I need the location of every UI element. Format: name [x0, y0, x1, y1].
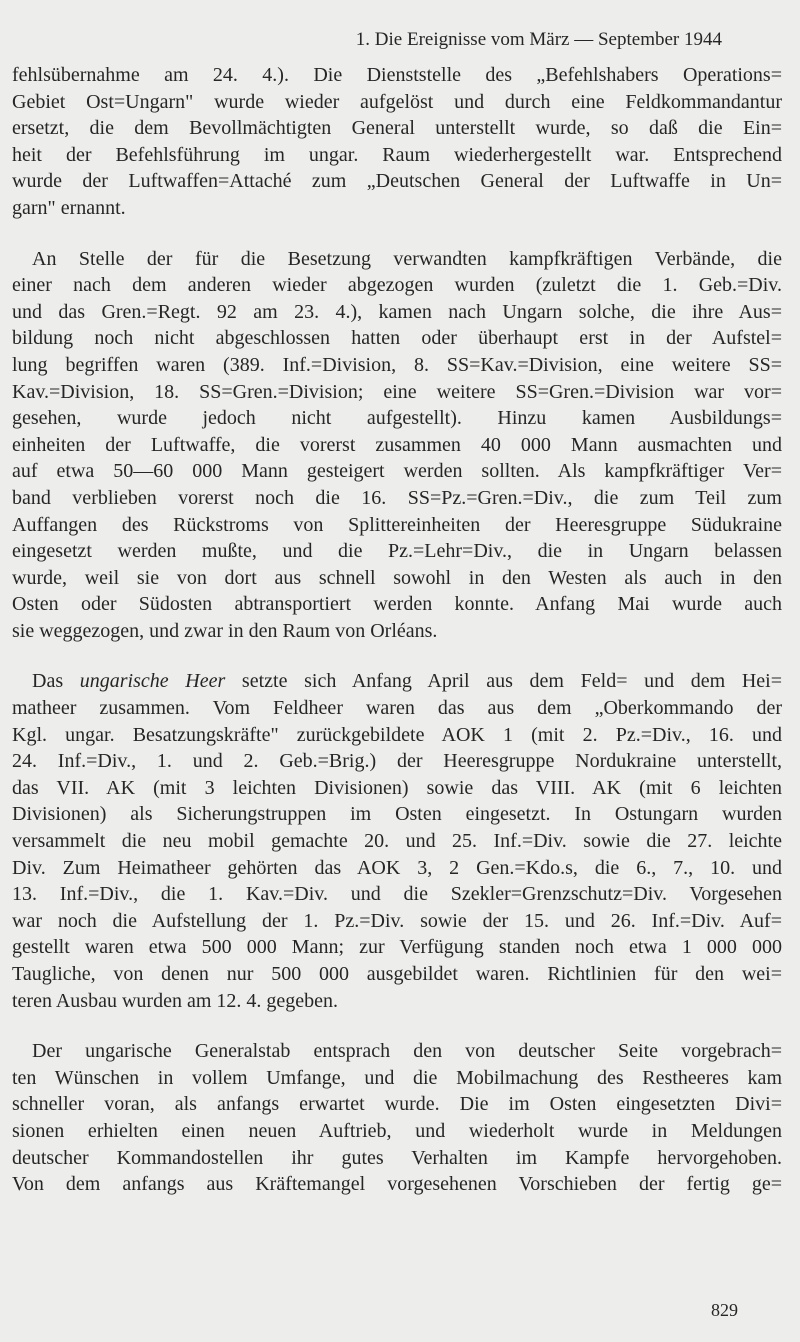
text-line: teren Ausbau wurden am 12. 4. gegeben. — [12, 989, 339, 1012]
text-line: gestellt waren etwa 500 000 Mann; zur Verfügung standen noch etwa 1 000 000 — [12, 936, 782, 959]
text-line: auf etwa 50—60 000 Mann gesteigert werden sollten. Als kampfkräftiger Ver= — [12, 460, 782, 483]
text-line: war noch die Aufstellung der 1. Pz.=Div. sowie der 15. und 26. Inf.=Div. Auf= — [12, 909, 782, 932]
text-line: Kav.=Division, 18. SS=Gren.=Division; eine weitere SS=Gren.=Division war vor= — [12, 380, 782, 403]
text-line: Auffangen des Rückstroms von Splittereinheiten der Heeresgruppe Südukraine — [12, 513, 782, 536]
text-line: Der ungarische Generalstab entsprach den von deutscher Seite vorgebrach= — [32, 1040, 782, 1063]
page-number: 829 — [711, 1299, 738, 1320]
paragraph-1 — [12, 62, 782, 222]
text-line: band verblieben vorerst noch die 16. SS=Pz.=Gren.=Div., die zum Teil zum — [12, 486, 782, 509]
text-segment: setzte sich Anfang April aus dem Feld= und dem Hei= — [225, 670, 783, 693]
text-line: deutscher Kommandostellen ihr gutes Verhalten im Kampfe hervorgehoben. — [12, 1146, 782, 1169]
paragraph-2 — [12, 246, 782, 645]
first-line — [12, 668, 782, 695]
text-line: versammelt die neu mobil gemachte 20. und 25. Inf.=Div. sowie die 27. leichte — [12, 830, 782, 853]
emphasized-term: ungarische Heer — [79, 670, 226, 693]
text-line: einer nach dem anderen wieder abgezogen wurden (zuletzt die 1. Geb.=Div. — [12, 274, 782, 297]
text-line: sie weggezogen, und zwar in den Raum von Orléans. — [12, 619, 438, 642]
text-line: und das Gren.=Regt. 92 am 23. 4.), kamen nach Ungarn solche, die ihre Aus= — [12, 300, 782, 323]
running-header: 1. Die Ereignisse vom März — September 1944 — [355, 29, 722, 50]
text-line: garn" ernannt. — [12, 196, 126, 219]
text-line: ersetzt, die dem Bevollmächtigten General unterstellt wurde, so daß die Ein= — [12, 117, 782, 140]
paragraph-3 — [12, 668, 782, 1014]
text-line: Div. Zum Heimatheer gehörten das AOK 3, 2 Gen.=Kdo.s, die 6., 7., 10. und — [12, 856, 782, 879]
text-line: bildung noch nicht abgeschlossen hatten oder überhaupt erst in der Aufstel= — [12, 327, 782, 350]
text-line: schneller voran, als anfangs erwartet wurde. Die im Osten eingesetzten Divi= — [12, 1093, 782, 1116]
paragraph-4 — [12, 1038, 782, 1198]
text-line: An Stelle der für die Besetzung verwandten kampfkräftigen Verbände, die — [32, 247, 782, 270]
text-line: wurde, weil sie von dort aus schnell sowohl in den Westen als auch in den — [12, 566, 782, 589]
text-line: sionen erhielten einen neuen Auftrieb, und wiederholt wurde in Meldungen — [12, 1119, 782, 1142]
text-line: heit der Befehlsführung im ungar. Raum wiederhergestellt war. Entsprechend — [12, 143, 782, 166]
text-line: Von dem anfangs aus Kräftemangel vorgesehenen Vorschieben der fertig ge= — [12, 1173, 782, 1196]
text-line: Taugliche, von denen nur 500 000 ausgebildet waren. Richtlinien für den wei= — [12, 963, 782, 985]
text-line: Kgl. ungar. Besatzungskräfte" zurückgebildete AOK 1 (mit 2. Pz.=Div., 16. und — [12, 723, 782, 746]
text-line: fehlsübernahme am 24. 4.). Die Dienststelle des „Befehlshabers Operations= — [12, 64, 782, 86]
text-line: 13. Inf.=Div., die 1. Kav.=Div. und die Szekler=Grenzschutz=Div. Vorgesehen — [12, 883, 782, 906]
text-line: Gebiet Ost=Ungarn" wurde wieder aufgelöst und durch eine Feldkommandantur — [12, 90, 782, 113]
text-line: einheiten der Luftwaffe, die vorerst zusammen 40 000 Mann ausmachten und — [12, 433, 782, 456]
text-line: 24. Inf.=Div., 1. und 2. Geb.=Brig.) der Heeresgruppe Nordukraine unterstellt, — [12, 750, 782, 773]
text-line: gesehen, wurde jedoch nicht aufgestellt). Hinzu kamen Ausbildungs= — [12, 407, 782, 430]
text-line: Divisionen) als Sicherungstruppen im Osten eingesetzt. In Ostungarn wurden — [12, 803, 782, 826]
text-line: matheer zusammen. Vom Feldheer waren das aus dem „Oberkommando der — [12, 697, 782, 720]
text-line: das VII. AK (mit 3 leichten Divisionen) sowie das VIII. AK (mit 6 leichten — [12, 776, 782, 799]
text-line: eingesetzt werden mußte, und die Pz.=Lehr=Div., die in Ungarn belassen — [12, 540, 782, 563]
text-line: wurde der Luftwaffen=Attaché zum „Deutschen General der Luftwaffe in Un= — [12, 170, 782, 193]
text-segment: Das — [32, 670, 80, 693]
text-line: lung begriffen waren (389. Inf.=Division, 8. SS=Kav.=Division, eine weitere SS= — [12, 353, 782, 376]
text-line: ten Wünschen in vollem Umfange, und die Mobilmachung des Restheeres kam — [12, 1066, 782, 1089]
text-line: Osten oder Südosten abtransportiert werden konnte. Anfang Mai wurde auch — [12, 593, 782, 616]
